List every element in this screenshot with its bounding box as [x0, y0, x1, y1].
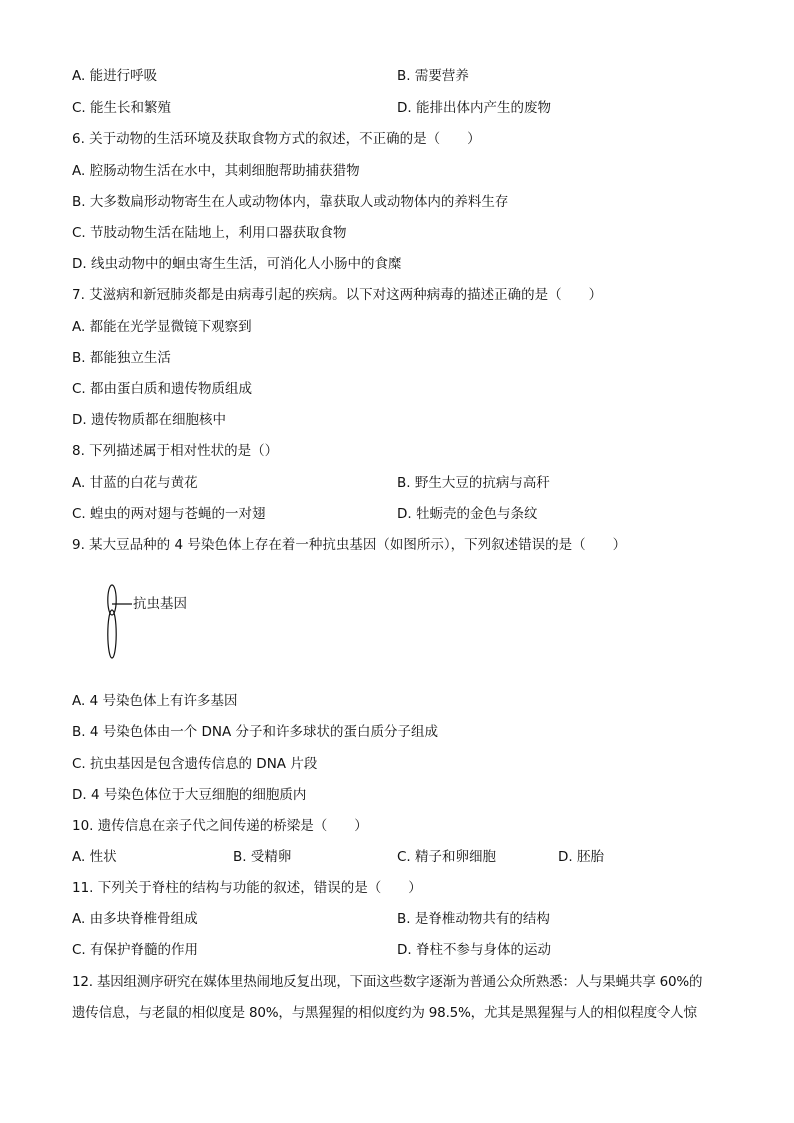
q5-option-d: D. 能排出体内产生的废物	[397, 100, 551, 116]
q11-option-a: A. 由多块脊椎骨组成	[72, 911, 198, 927]
q7-option-a: A. 都能在光学显微镜下观察到	[72, 319, 252, 335]
q12-stem-line2: 遗传信息，与老鼠的相似度是 80%，与黑猩猩的相似度约为 98.5%，尤其是黑猩猩与人的相似程度令人惊	[72, 1005, 697, 1021]
q6-option-a: A. 腔肠动物生活在水中，其刺细胞帮助捕获猎物	[72, 163, 360, 179]
q5-option-b: B. 需要营养	[397, 68, 469, 84]
q9-option-d: D. 4 号染色体位于大豆细胞的细胞质内	[72, 787, 307, 803]
q10-option-d: D. 胚胎	[558, 849, 604, 865]
q7-option-c: C. 都由蛋白质和遗传物质组成	[72, 381, 253, 397]
q5-option-c: C. 能生长和繁殖	[72, 100, 172, 116]
q11-option-c: C. 有保护脊髓的作用	[72, 942, 199, 958]
q6-option-d: D. 线虫动物中的蛔虫寄生生活，可消化人小肠中的食糜	[72, 256, 402, 272]
chromosome-arm-lower	[108, 610, 116, 658]
q5-option-a: A. 能进行呼吸	[72, 68, 158, 84]
q6-stem: 6. 关于动物的生活环境及获取食物方式的叙述，不正确的是（ ）	[72, 131, 481, 147]
q6-option-b: B. 大多数扁形动物寄生在人或动物体内，靠获取人或动物体内的养料生存	[72, 194, 509, 210]
q9-option-c: C. 抗虫基因是包含遗传信息的 DNA 片段	[72, 756, 318, 772]
q11-option-d: D. 脊柱不参与身体的运动	[397, 942, 551, 958]
figure-gene-label: 抗虫基因	[133, 596, 187, 612]
q10-option-b: B. 受精卵	[233, 849, 292, 865]
q8-option-a: A. 甘蓝的白花与黄花	[72, 475, 198, 491]
q10-stem: 10. 遗传信息在亲子代之间传递的桥梁是（ ）	[72, 818, 368, 834]
q7-option-b: B. 都能独立生活	[72, 350, 171, 366]
q7-option-d: D. 遗传物质都在细胞核中	[72, 412, 226, 428]
q12-stem-line1: 12. 基因组测序研究在媒体里热闹地反复出现，下面这些数字逐渐为普通公众所熟悉：人与果蝇共享 60%的	[72, 974, 703, 990]
q10-option-a: A. 性状	[72, 849, 117, 865]
q9-option-b: B. 4 号染色体由一个 DNA 分子和许多球状的蛋白质分子组成	[72, 724, 439, 740]
q9-option-a: A. 4 号染色体上有许多基因	[72, 693, 238, 709]
q7-stem: 7. 艾滋病和新冠肺炎都是由病毒引起的疾病。以下对这两种病毒的描述正确的是（ ）	[72, 287, 603, 303]
q11-stem: 11. 下列关于脊柱的结构与功能的叙述，错误的是（ ）	[72, 880, 422, 896]
q10-option-c: C. 精子和卵细胞	[397, 849, 497, 865]
q6-option-c: C. 节肢动物生活在陆地上，利用口器获取食物	[72, 225, 347, 241]
q8-option-d: D. 牡蛎壳的金色与条纹	[397, 506, 538, 522]
q8-option-c: C. 蝗虫的两对翅与苍蝇的一对翅	[72, 506, 266, 522]
q8-stem: 8. 下列描述属于相对性状的是（）	[72, 443, 279, 459]
q8-option-b: B. 野生大豆的抗病与高秆	[397, 475, 550, 491]
q9-stem: 9. 某大豆品种的 4 号染色体上存在着一种抗虫基因（如图所示），下列叙述错误的是（ ）	[72, 537, 627, 553]
q11-option-b: B. 是脊椎动物共有的结构	[397, 911, 550, 927]
